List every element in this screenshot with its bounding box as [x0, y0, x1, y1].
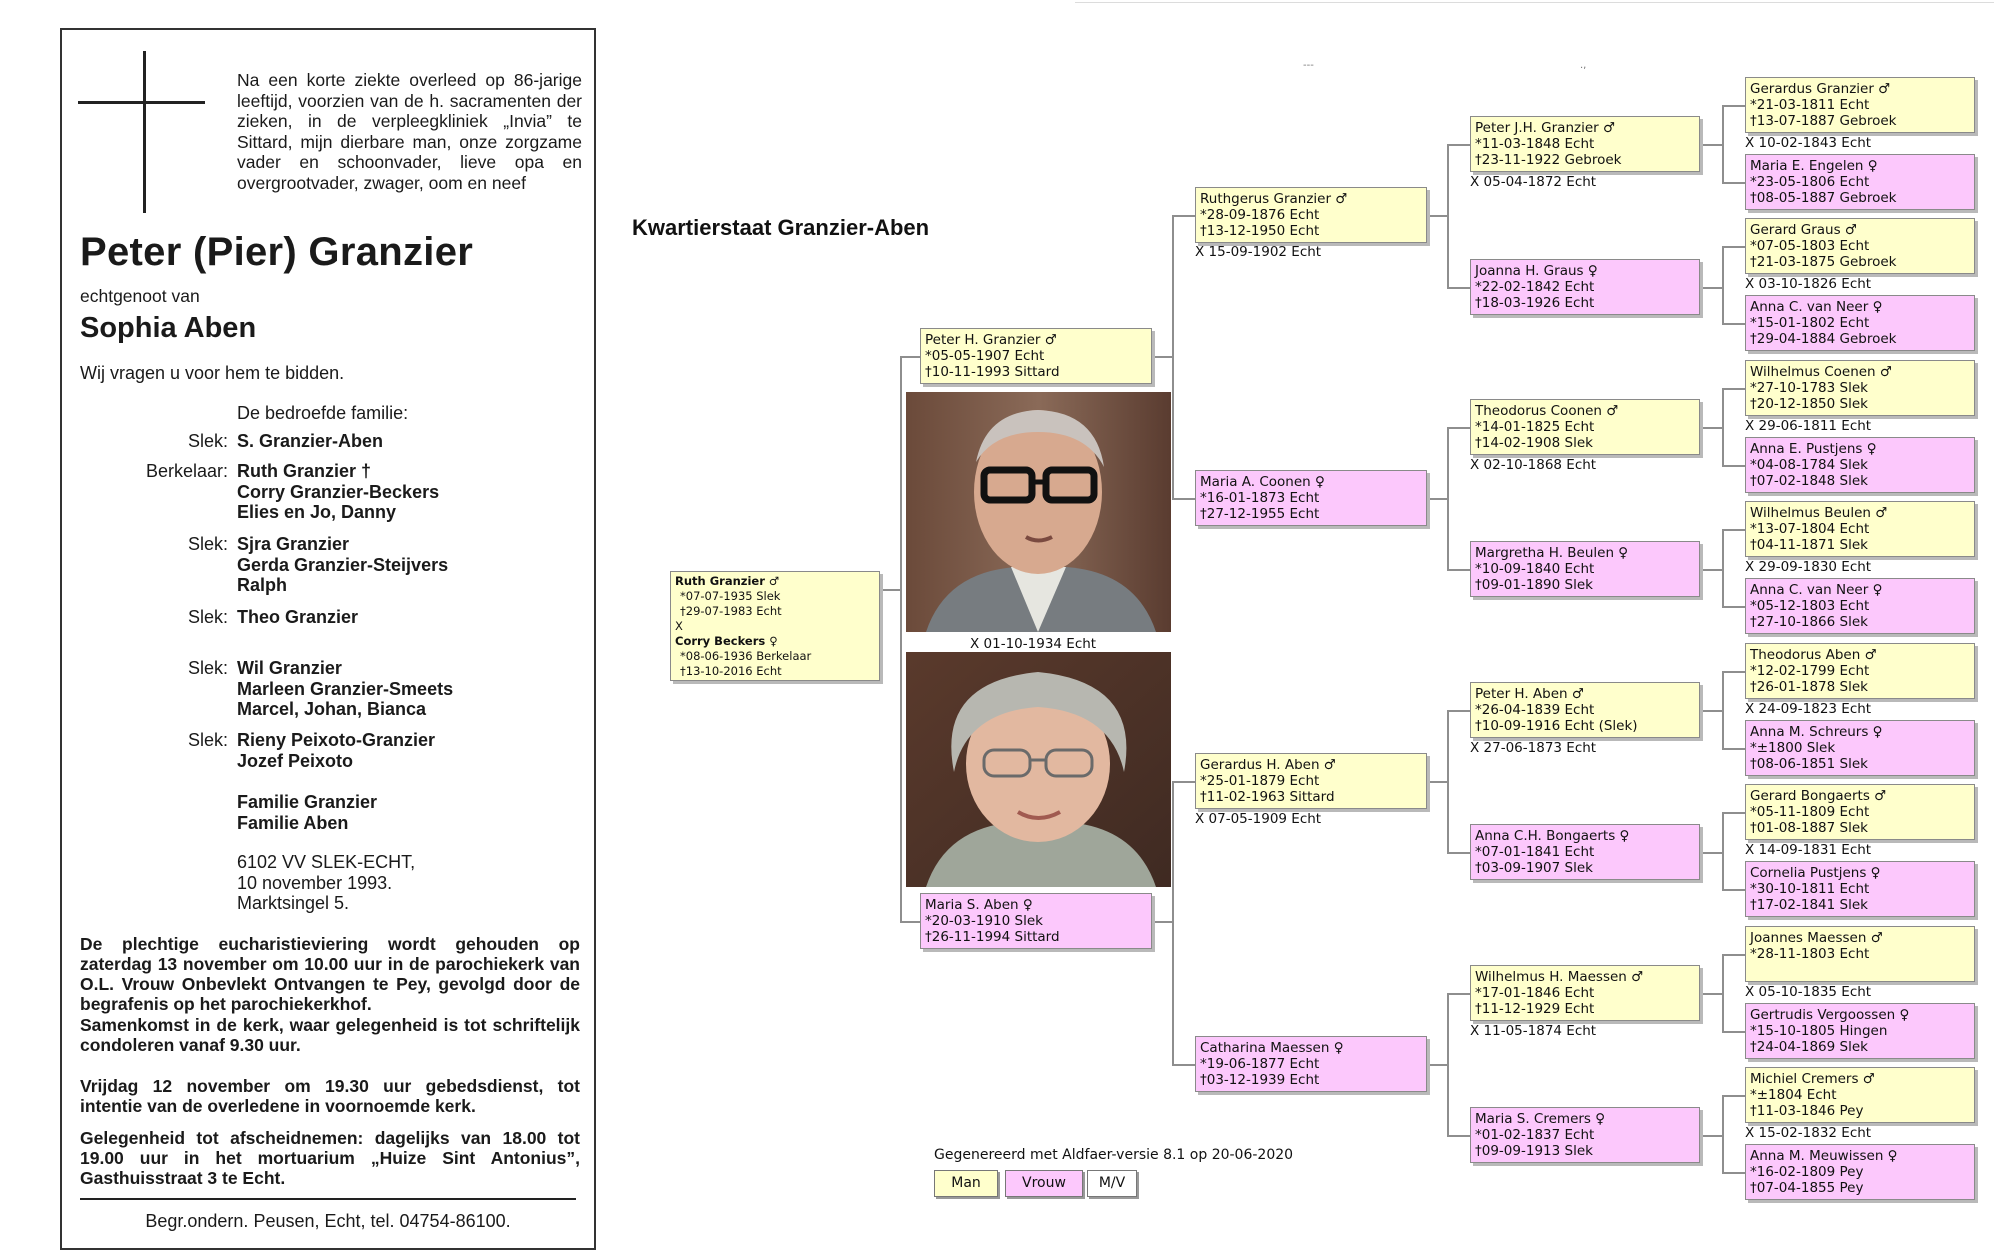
family-heading: De bedroefde familie: — [237, 403, 409, 423]
death: †04-11-1871 Slek — [1750, 537, 1868, 553]
connector-line — [1722, 954, 1724, 1031]
great-great-grandparent-box[interactable] — [1745, 1144, 1975, 1200]
person-name: Wilhelmus Beulen ♂ — [1750, 505, 1888, 521]
death: †08-05-1887 Gebroek — [1750, 190, 1897, 206]
connector-line — [1722, 388, 1745, 390]
birth: *17-01-1846 Echt — [1475, 985, 1595, 1001]
person-name: Anna C. van Neer ♀ — [1750, 299, 1883, 315]
connector-line — [1722, 1172, 1745, 1174]
birth: *±1804 Echt — [1750, 1087, 1837, 1103]
connector-line — [1722, 388, 1724, 465]
connector-line — [1152, 921, 1172, 923]
marriage-date: X 29-09-1830 Echt — [1745, 559, 1872, 575]
generated-note: Gegenereerd met Aldfaer-versie 8.1 op 20-06-2020 — [934, 1147, 1294, 1163]
marriage-date: X 05-10-1835 Echt — [1745, 984, 1872, 1000]
person-name: Anna E. Pustjens ♀ — [1750, 441, 1877, 457]
card-intro: Na een korte ziekte overleed op 86-jarige leeftijd, voorzien van de h. sacramenten der zieken, in de verpleegkliniek „Invia” te Sittard, mijn dierbare man, onze zorgzame vader en schoonvader, lieve opa en overgrootvader, zwager, oom en neef — [237, 70, 582, 193]
connector-line — [1700, 710, 1722, 712]
great-grandparent-box[interactable] — [1470, 1107, 1700, 1163]
connector-line — [1447, 287, 1470, 289]
death: †21-03-1875 Gebroek — [1750, 254, 1897, 270]
photo-peter-granzier — [906, 392, 1171, 632]
birth: *15-10-1805 Hingen — [1750, 1023, 1888, 1039]
death: †20-12-1850 Slek — [1750, 396, 1868, 412]
relative-place: Slek: — [187, 730, 228, 750]
marriage-date: X 02-10-1868 Echt — [1470, 457, 1597, 473]
connector-line — [1700, 144, 1722, 146]
father-box[interactable] — [920, 328, 1152, 384]
connector-line — [1700, 1135, 1722, 1137]
connector-line — [1722, 812, 1724, 889]
marriage-date: X 11-05-1874 Echt — [1470, 1023, 1597, 1039]
grandparent-box[interactable] — [1195, 470, 1427, 526]
connector-line — [1447, 144, 1470, 146]
death: †07-04-1855 Pey — [1750, 1180, 1864, 1196]
connector-line — [1700, 427, 1722, 429]
connector-line — [1722, 748, 1745, 750]
legend-mv: M/V — [1087, 1170, 1137, 1197]
photo-maria-aben — [906, 652, 1171, 887]
marriage-date: X 15-09-1902 Echt — [1195, 244, 1322, 260]
death: †09-01-1890 Slek — [1475, 577, 1593, 593]
connector-line — [1427, 1064, 1447, 1066]
chart-title: Kwartierstaat Granzier-Aben — [632, 215, 930, 240]
birth: *11-03-1848 Echt — [1475, 136, 1595, 152]
death: †03-12-1939 Echt — [1200, 1072, 1320, 1088]
spouse-label: echtgenoot van — [80, 286, 200, 306]
person-name: Maria A. Coonen ♀ — [1200, 474, 1325, 490]
connector-line — [1447, 1135, 1470, 1137]
prayer-service-paragraph: Vrijdag 12 november om 19.30 uur gebedsdienst, tot intentie van de overledene in voornoemde kerk. — [80, 1076, 580, 1116]
connector-line — [900, 356, 902, 921]
person-name: Anna M. Schreurs ♀ — [1750, 724, 1883, 740]
person-name: Gerardus Granzier ♂ — [1750, 81, 1891, 97]
person-name: Anna C.H. Bongaerts ♀ — [1475, 828, 1630, 844]
birth: *07-05-1803 Echt — [1750, 238, 1870, 254]
connector-line — [880, 589, 900, 591]
person-name: Maria S. Cremers ♀ — [1475, 1111, 1606, 1127]
great-grandparent-box[interactable] — [1470, 541, 1700, 597]
death: †26-01-1878 Slek — [1750, 679, 1868, 695]
truncated-mark: --- — [1303, 60, 1314, 71]
spouse-name: Sophia Aben — [80, 312, 257, 344]
death: †07-02-1848 Slek — [1750, 473, 1868, 489]
great-great-grandparent-box[interactable] — [1745, 578, 1975, 634]
connector-line — [1722, 1095, 1724, 1172]
death: †01-08-1887 Slek — [1750, 820, 1868, 836]
family-name: Familie Aben — [237, 812, 349, 833]
connector-line — [1722, 323, 1745, 325]
connector-line — [1722, 465, 1745, 467]
birth: *16-01-1873 Echt — [1200, 490, 1320, 506]
great-great-grandparent-box[interactable] — [1745, 784, 1975, 840]
deceased-name: Peter (Pier) Granzier — [80, 230, 474, 274]
divider — [80, 1198, 576, 1200]
relative-place: Slek: — [187, 534, 228, 554]
family-name: Familie Granzier — [237, 792, 378, 812]
birth: *05-12-1803 Echt — [1750, 598, 1870, 614]
relative-place: Slek: — [187, 658, 228, 678]
death: †09-09-1913 Slek — [1475, 1143, 1593, 1159]
birth: *05-05-1907 Echt — [925, 348, 1045, 364]
partner-name: Corry Beckers ♀ — [675, 634, 778, 648]
birth: *25-01-1879 Echt — [1200, 773, 1320, 789]
person-name: Peter H. Aben ♂ — [1475, 686, 1584, 702]
birth: *28-09-1876 Echt — [1200, 207, 1320, 223]
great-great-grandparent-box[interactable] — [1745, 926, 1975, 982]
connector-line — [1447, 993, 1449, 1135]
death: †11-02-1963 Sittard — [1200, 789, 1335, 805]
person-name: Joannes Maessen ♂ — [1750, 930, 1883, 946]
relative-place: Slek: — [187, 607, 228, 627]
cross-icon-bar — [78, 101, 205, 104]
great-great-grandparent-box[interactable] — [1745, 77, 1975, 133]
birth: *07-01-1841 Echt — [1475, 844, 1595, 860]
person-name: Gerard Bongaerts ♂ — [1750, 788, 1887, 804]
person-name: Michiel Cremers ♂ — [1750, 1071, 1875, 1087]
great-grandparent-box[interactable] — [1470, 965, 1700, 1021]
birth: *23-05-1806 Echt — [1750, 174, 1870, 190]
person-name: Theodorus Aben ♂ — [1750, 647, 1877, 663]
death: †23-11-1922 Gebroek — [1475, 152, 1622, 168]
marriage-date: X 03-10-1826 Echt — [1745, 276, 1872, 292]
birth: *15-01-1802 Echt — [1750, 315, 1870, 331]
connector-line — [1447, 710, 1470, 712]
birth: *22-02-1842 Echt — [1475, 279, 1595, 295]
relative-members: Theo Granzier — [237, 607, 359, 627]
connector-line — [900, 921, 920, 923]
address-line: 10 november 1993. — [237, 872, 393, 893]
connector-line — [1700, 569, 1722, 571]
death: †29-04-1884 Gebroek — [1750, 331, 1897, 347]
person-name: Margretha H. Beulen ♀ — [1475, 545, 1629, 561]
farewell-paragraph: Gelegenheid tot afscheidnemen: dagelijks van 18.00 tot 19.00 uur in het mortuarium „Huize Sint Antonius”, Gasthuisstraat 3 te Echt. — [80, 1128, 580, 1188]
birth: *20-03-1910 Slek — [925, 913, 1043, 929]
connector-line — [1172, 498, 1195, 500]
relative-members: Sjra Granzier Gerda Granzier-Steijvers Ralph — [237, 534, 449, 595]
death: †11-12-1929 Echt — [1475, 1001, 1595, 1017]
great-great-grandparent-box[interactable] — [1745, 720, 1975, 776]
birth: *19-06-1877 Echt — [1200, 1056, 1320, 1072]
birth: *10-09-1840 Echt — [1475, 561, 1595, 577]
death: †14-02-1908 Slek — [1475, 435, 1593, 451]
prayer-request: Wij vragen u voor hem te bidden. — [80, 363, 345, 383]
connector-line — [1447, 569, 1470, 571]
person-name: Anna C. van Neer ♀ — [1750, 582, 1883, 598]
death: †17-02-1841 Slek — [1750, 897, 1868, 913]
connector-line — [1427, 781, 1447, 783]
connector-line — [1172, 215, 1195, 217]
connector-line — [1722, 105, 1724, 182]
great-great-grandparent-box[interactable] — [1745, 1003, 1975, 1059]
connector-line — [1722, 812, 1745, 814]
connector-line — [1447, 710, 1449, 852]
service-paragraph: De plechtige eucharistieviering wordt gehouden op zaterdag 13 november om 10.00 uur in de parochiekerk van O.L. Vrouw Onbevlekt Ontvangen te Pey, gevolgd door de begrafenis op het parochiekerkhof. — [80, 934, 580, 1014]
connector-line — [1427, 498, 1447, 500]
death: †08-06-1851 Slek — [1750, 756, 1868, 772]
connector-line — [1700, 852, 1722, 854]
person-name: Catharina Maessen ♀ — [1200, 1040, 1344, 1056]
person-name: Wilhelmus H. Maessen ♂ — [1475, 969, 1644, 985]
death: †18-03-1926 Echt — [1475, 295, 1595, 311]
connector-line — [1172, 781, 1195, 783]
death: †26-11-1994 Sittard — [925, 929, 1060, 945]
death: †11-03-1846 Pey — [1750, 1103, 1864, 1119]
portrait-man-image — [906, 392, 1171, 632]
connector-line — [1172, 215, 1174, 498]
connector-line — [1447, 427, 1470, 429]
marriage-date: X 05-04-1872 Echt — [1470, 174, 1597, 190]
person-name: Theodorus Coonen ♂ — [1475, 403, 1619, 419]
death: †13-12-1950 Echt — [1200, 223, 1320, 239]
person-name: Ruthgerus Granzier ♂ — [1200, 191, 1348, 207]
birth: *30-10-1811 Echt — [1750, 881, 1870, 897]
marriage-date: X 15-02-1832 Echt — [1745, 1125, 1872, 1141]
top-rule — [1075, 2, 1994, 3]
marriage-date: X 27-06-1873 Echt — [1470, 740, 1597, 756]
marriage-mark: X — [675, 619, 683, 633]
death: †13-07-1887 Gebroek — [1750, 113, 1897, 129]
death: †27-10-1866 Slek — [1750, 614, 1868, 630]
connector-line — [1722, 1031, 1745, 1033]
great-grandparent-box[interactable] — [1470, 259, 1700, 315]
birth: *13-07-1804 Echt — [1750, 521, 1870, 537]
great-grandparent-box[interactable] — [1470, 116, 1700, 172]
connector-line — [1447, 852, 1470, 854]
connector-line — [1172, 1064, 1195, 1066]
marriage-date: X 14-09-1831 Echt — [1745, 842, 1872, 858]
undertaker: Begr.ondern. Peusen, Echt, tel. 04754-86100. — [145, 1211, 511, 1231]
connector-line — [1722, 954, 1745, 956]
person-name: Peter J.H. Granzier ♂ — [1475, 120, 1616, 136]
relative-members: Wil Granzier Marleen Granzier-Smeets Marcel, Johan, Bianca — [237, 658, 454, 719]
great-great-grandparent-box[interactable] — [1745, 861, 1975, 917]
person-name: Maria S. Aben ♀ — [925, 897, 1033, 913]
person-name: Cornelia Pustjens ♀ — [1750, 865, 1881, 881]
marriage-date: X 07-05-1909 Echt — [1195, 811, 1322, 827]
connector-line — [1722, 246, 1724, 323]
connector-line — [1722, 671, 1724, 748]
grandparent-box[interactable] — [1195, 753, 1427, 809]
relative-members: Rieny Peixoto-Granzier Jozef Peixoto — [237, 730, 436, 771]
relative-members: S. Granzier-Aben — [237, 431, 384, 451]
portrait-woman-image — [906, 652, 1171, 887]
connector-line — [1722, 182, 1745, 184]
great-great-grandparent-box[interactable] — [1745, 501, 1975, 557]
birth: *01-02-1837 Echt — [1475, 1127, 1595, 1143]
death: †27-12-1955 Echt — [1200, 506, 1320, 522]
address-line: 6102 VV SLEK-ECHT, — [237, 852, 416, 872]
death: †10-11-1993 Sittard — [925, 364, 1060, 380]
great-grandparent-box[interactable] — [1470, 399, 1700, 455]
connector-line — [1700, 287, 1722, 289]
relative-members: Ruth Granzier † Corry Granzier-Beckers Elies en Jo, Danny — [237, 461, 440, 522]
great-great-grandparent-box[interactable] — [1745, 437, 1975, 493]
connector-line — [1447, 144, 1449, 287]
person-name: Peter H. Granzier ♂ — [925, 332, 1057, 348]
marriage-date: X 24-09-1823 Echt — [1745, 701, 1872, 717]
birth: *12-02-1799 Echt — [1750, 663, 1870, 679]
connector-line — [1152, 356, 1172, 358]
grandparent-box[interactable] — [1195, 187, 1427, 243]
person-name: Anna M. Meuwissen ♀ — [1750, 1148, 1898, 1164]
connector-line — [1722, 606, 1745, 608]
connector-line — [1722, 529, 1745, 531]
great-great-grandparent-box[interactable] — [1745, 360, 1975, 416]
birth: *26-04-1839 Echt — [1475, 702, 1595, 718]
cross-icon — [143, 51, 146, 213]
connector-line — [1722, 246, 1745, 248]
great-grandparent-box[interactable] — [1470, 824, 1700, 880]
birth: *07-07-1935 Slek — [680, 589, 781, 603]
marriage-date: X 29-06-1811 Echt — [1745, 418, 1872, 434]
great-great-grandparent-box[interactable] — [1745, 1067, 1975, 1123]
gathering-paragraph: Samenkomst in de kerk, waar gelegenheid is tot schriftelijk condoleren vanaf 9.30 uur. — [80, 1015, 580, 1055]
death: †24-04-1869 Slek — [1750, 1039, 1868, 1055]
partner-death: †13-10-2016 Echt — [680, 664, 782, 678]
grandparent-box[interactable] — [1195, 1036, 1427, 1092]
memorial-card — [60, 28, 596, 1250]
great-great-grandparent-box[interactable] — [1745, 643, 1975, 699]
great-great-grandparent-box[interactable] — [1745, 295, 1975, 351]
birth: *±1800 Slek — [1750, 740, 1836, 756]
relative-place: Berkelaar: — [145, 461, 228, 481]
legend-woman: Vrouw — [1005, 1170, 1083, 1197]
mother-box[interactable] — [920, 893, 1152, 949]
birth: *04-08-1784 Slek — [1750, 457, 1868, 473]
birth: *16-02-1809 Pey — [1750, 1164, 1864, 1180]
address — [237, 852, 415, 914]
connector-line — [1447, 427, 1449, 569]
great-grandparent-box[interactable] — [1470, 682, 1700, 738]
connector-line — [900, 356, 920, 358]
connector-line — [1700, 993, 1722, 995]
birth: *14-01-1825 Echt — [1475, 419, 1595, 435]
person-name: Gerard Graus ♂ — [1750, 222, 1858, 238]
person-name: Gerardus H. Aben ♂ — [1200, 757, 1336, 773]
legend-man: Man — [934, 1170, 998, 1197]
death: †10-09-1916 Echt (Slek) — [1475, 718, 1638, 734]
family-names — [237, 792, 377, 833]
connector-line — [1447, 993, 1470, 995]
address-line: Marktsingel 5. — [237, 893, 350, 913]
birth: *21-03-1811 Echt — [1750, 97, 1870, 113]
birth: *05-11-1809 Echt — [1750, 804, 1870, 820]
connector-line — [1427, 215, 1447, 217]
great-great-grandparent-box[interactable] — [1745, 218, 1975, 274]
parents-marriage: X 01-10-1934 Echt — [970, 636, 1097, 652]
death: †29-07-1983 Echt — [680, 604, 782, 618]
great-great-grandparent-box[interactable] — [1745, 154, 1975, 210]
partner-birth: *08-06-1936 Berkelaar — [680, 649, 812, 663]
marriage-date: X 10-02-1843 Echt — [1745, 135, 1872, 151]
birth: *27-10-1783 Slek — [1750, 380, 1868, 396]
connector-line — [1722, 105, 1745, 107]
connector-line — [1172, 781, 1174, 1064]
connector-line — [1722, 889, 1745, 891]
birth: *28-11-1803 Echt — [1750, 946, 1870, 962]
connector-line — [1722, 529, 1724, 606]
person-name: Maria E. Engelen ♀ — [1750, 158, 1878, 174]
root-person-box[interactable] — [670, 571, 880, 681]
person-name: Joanna H. Graus ♀ — [1475, 263, 1598, 279]
person-name: Ruth Granzier ♂ — [675, 574, 780, 588]
connector-line — [1722, 671, 1745, 673]
person-name: Gertrudis Vergoossen ♀ — [1750, 1007, 1910, 1023]
person-name: Wilhelmus Coenen ♂ — [1750, 364, 1893, 380]
connector-line — [1722, 1095, 1745, 1097]
relative-place: Slek: — [187, 431, 228, 451]
truncated-mark: ., — [1580, 60, 1587, 71]
death: †03-09-1907 Slek — [1475, 860, 1593, 876]
